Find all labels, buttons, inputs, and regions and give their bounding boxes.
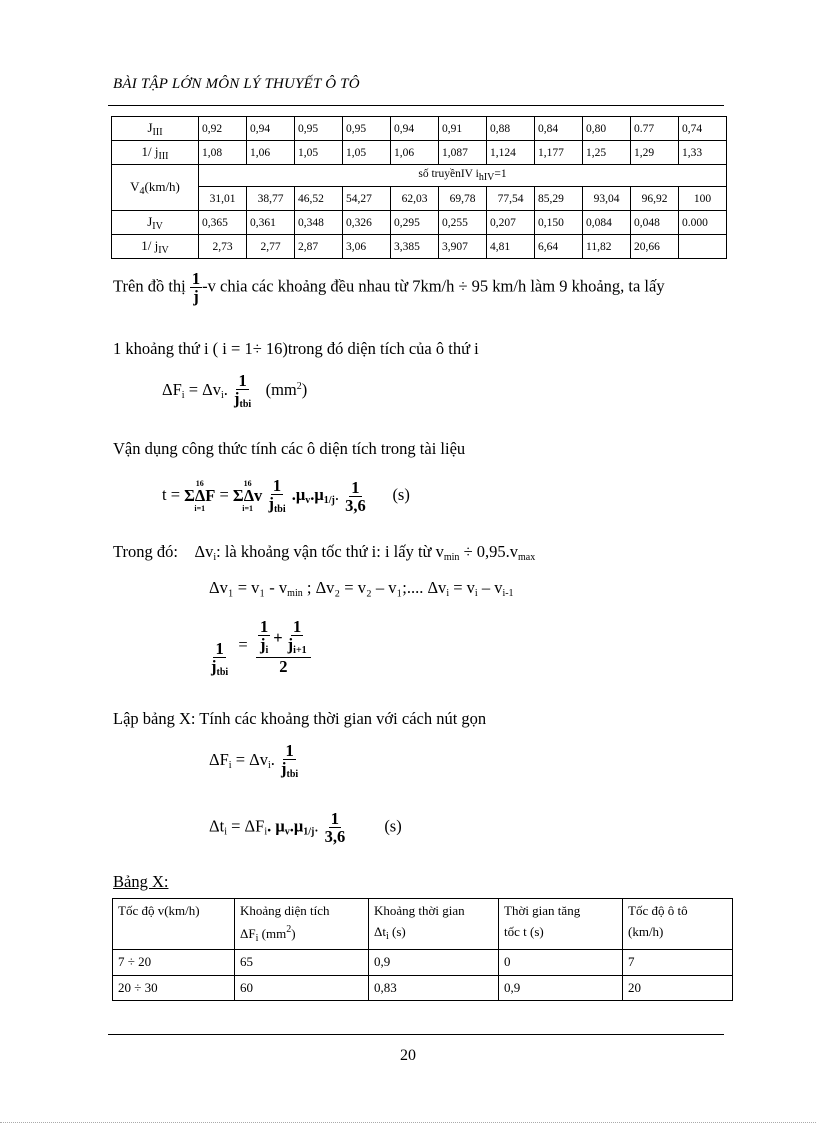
table-cell: 62,03 [391,187,439,211]
table-cell: 0,348 [295,211,343,235]
table-cell: 46,52 [295,187,343,211]
table-cell: 0,9 [499,975,623,1001]
table-cell: 0,95 [343,117,391,141]
table-cell: 54,27 [343,187,391,211]
table-cell: 0,365 [199,211,247,235]
table-cell: 0,255 [439,211,487,235]
table-cell: 65 [235,949,369,975]
equation-average-accel: $\frac{1}{j_{tbi}}$ = $\frac{1}{j_i}$ + $\frac{1}{j_{i+1}}$ 2 [209,614,311,679]
table-cell: 2,73 [199,235,247,259]
table-cell: 1,177 [535,141,583,165]
table-cell: 0,326 [343,211,391,235]
table-cell: 1,124 [487,141,535,165]
table-cell: 1,29 [631,141,679,165]
footer-rule [108,1034,724,1035]
page-number: 20 [400,1047,416,1064]
table-cell: 0.000 [679,211,727,235]
acceleration-table [111,116,727,259]
header-rule [108,105,724,106]
table-cell: 0,361 [247,211,295,235]
column-header: Thời gian tăng tốc t (s) [499,899,623,950]
table-cell: 3,907 [439,235,487,259]
table-cell: 1,05 [295,141,343,165]
table-cell: 2,87 [295,235,343,259]
table-header-row [113,899,733,950]
paragraph-graph-intro: Trên đồ thị $\frac{1}{j}$ -v chia các khoảng đều nhau từ 7km/h ÷ 95 km/h làm 9 khoảng, ta lấy [113,269,665,307]
column-header: Tốc độ ô tô (km/h) [623,899,733,950]
table-cell: 1,08 [199,141,247,165]
equation-area: $\Delta F_i = \Delta v_i$. $\frac{1}{j_{tbi}}$ $(mm^2)$ [162,371,308,411]
table-cell: 3,06 [343,235,391,259]
table-cell: 1,25 [583,141,631,165]
table-cell [679,235,727,259]
table-cell: 38,77 [247,187,295,211]
table-cell: 0,084 [583,211,631,235]
table-cell: 6,64 [535,235,583,259]
table-cell: 96,92 [631,187,679,211]
equation-delta-t: $\Delta t_i = \Delta F_i$. $\mu_v.\mu_{1/j}$. $\frac{1}{3,6}$ (s) [209,809,402,847]
table-row [113,975,733,1001]
column-header: Tốc độ v(km/h) [113,899,235,950]
table-cell: 0,048 [631,211,679,235]
table-cell: 11,82 [583,235,631,259]
row-label: 1/ $j_{IV}$ [112,235,199,259]
table-cell: 0,83 [369,975,499,1001]
table-cell: 60 [235,975,369,1001]
table-cell: 1,06 [247,141,295,165]
table-row [112,235,727,259]
table-cell: 20 ÷ 30 [113,975,235,1001]
table-cell: 20 [623,975,733,1001]
row-label: 1/ $j_{III}$ [112,141,199,165]
table-row [112,165,727,187]
table-cell: 4,81 [487,235,535,259]
table-cell: 100 [679,187,727,211]
table-row [112,141,727,165]
row-label: $V_4(km/h)$ [112,165,199,211]
table-row [112,117,727,141]
row-label: $J_{IV}$ [112,211,199,235]
table-x-title: Bảng X: [113,872,169,891]
fraction: $\frac{1}{j}$ [191,269,201,307]
paragraph-table-x: Lập bảng X: Tính các khoảng thời gian với cách nút gọn [113,709,487,728]
table-cell: 20,66 [631,235,679,259]
table-cell: 69,78 [439,187,487,211]
equation-time-sum: t = 16 ΣΔF i=1 = 16 ΣΔv i=1 $\frac{1}{j_{tbi}}$ $.\mu_v.\mu_{1/j}$. $\frac{1}{3,6}$ (s) [162,476,410,516]
table-cell: 85,29 [535,187,583,211]
table-cell: 31,01 [199,187,247,211]
paragraph-where: Trong đó: $\Delta v_i$: là khoảng vận tốc thứ i: i lấy từ $v_{min} \div 0,95.v_{max}$ [113,542,536,563]
table-cell: 0,9 [369,949,499,975]
table-cell: 1,087 [439,141,487,165]
gear-note: số truyềnIV ihIV=1 [199,165,727,187]
equation-area-2: $\Delta F_i = \Delta v_i$. $\frac{1}{j_{tbi}}$ [209,741,299,781]
table-cell: 7 ÷ 20 [113,949,235,975]
table-cell: 0,94 [247,117,295,141]
table-cell: 0,91 [439,117,487,141]
table-cell: 0,94 [391,117,439,141]
table-cell: 1,05 [343,141,391,165]
table-row [112,211,727,235]
table-cell: 0,80 [583,117,631,141]
table-cell: 0 [499,949,623,975]
table-cell: 0,74 [679,117,727,141]
table-cell: 0,150 [535,211,583,235]
column-header: Khoảng thời gian $\Delta t_i$ (s) [369,899,499,950]
table-row [113,949,733,975]
time-interval-table [112,898,733,1001]
paragraph-interval: 1 khoảng thứ i ( i = 1÷ 16)trong đó diện tích của ô thứ i [113,339,479,358]
table-cell: 0,95 [295,117,343,141]
table-cell: 7 [623,949,733,975]
table-cell: 1,06 [391,141,439,165]
table-cell: 0,92 [199,117,247,141]
page-header: BÀI TẬP LỚN MÔN LÝ THUYẾT Ô TÔ [113,76,360,92]
row-label: $J_{III}$ [112,117,199,141]
table-cell: 93,04 [583,187,631,211]
table-cell: 0,84 [535,117,583,141]
table-cell: 0.77 [631,117,679,141]
paragraph-delta-v: $\Delta v_1 = v_1 - v_{min}$ ; Δv₂ = v₂ – v₁;.... $\Delta v_i = v_i - v_{i-1}$ [209,578,514,599]
table-cell: 0,88 [487,117,535,141]
table-cell: 0,207 [487,211,535,235]
column-header: Khoảng diện tích $\Delta F_i$ $(mm^2)$ [235,899,369,950]
paragraph-formula-intro: Vận dụng công thức tính các ô diện tích trong tài liệu [113,439,466,458]
table-cell: 77,54 [487,187,535,211]
table-cell: 0,295 [391,211,439,235]
table-cell: 2,77 [247,235,295,259]
table-cell: 3,385 [391,235,439,259]
table-cell: 1,33 [679,141,727,165]
table-row [112,187,727,211]
